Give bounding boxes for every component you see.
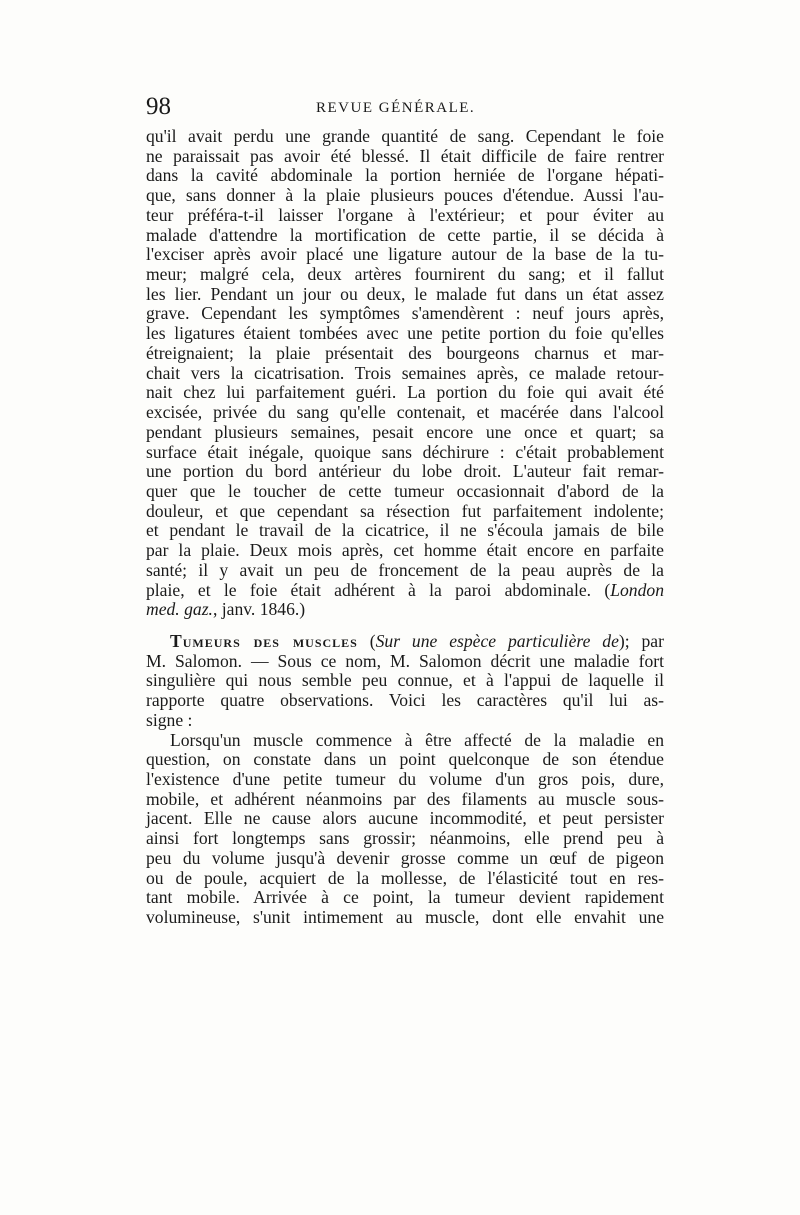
text-line: étreignaient; la plaie présentait des bourgeons charnus et mar- [146, 342, 664, 363]
text-line: question, on constate dans un point quelconque de son étendue [146, 749, 664, 770]
text-line: pendant plusieurs semaines, pesait encore une once et quart; sa [146, 421, 664, 442]
text-line: l'exciser après avoir placé une ligature autour de la base de la tu- [146, 244, 664, 265]
text-line: et pendant le travail de la cicatrice, il ne s'écoula jamais de bile [146, 520, 664, 541]
section-heading: Tumeurs des muscles [170, 630, 358, 651]
paragraph-liver-case [146, 127, 664, 620]
citation-journal-abbrev: med. gaz. [146, 599, 213, 620]
text-line: par la plaie. Deux mois après, cet homme était encore en parfaite [146, 540, 664, 561]
text-line: ou de poule, acquiert de la mollesse, de l'élasticité tout en res- [146, 867, 664, 888]
heading-close-paren: ); par [618, 630, 664, 651]
text-line: chait vers la cicatrisation. Trois semaines après, ce malade retour- [146, 362, 664, 383]
section-subtitle: Sur une espèce particulière de [375, 630, 619, 651]
text-line: volumineuse, s'unit intimement au muscle, dont elle envahit une [146, 907, 664, 928]
text-line: signe : [146, 709, 193, 730]
text-line: quer que le toucher de cette tumeur occasionnait d'abord de la [146, 480, 664, 501]
text-line: jacent. Elle ne cause alors aucune incommodité, et peut persister [146, 808, 664, 829]
text-line: ne paraissait pas avoir été blessé. Il était difficile de faire rentrer [146, 145, 664, 166]
text-line: que, sans donner à la plaie plusieurs pouces d'étendue. Aussi l'au- [146, 185, 664, 206]
text-line: ainsi fort longtemps sans grossir; néanmoins, elle prend peu à [146, 828, 664, 849]
text-line: plaie, et le foie était adhérent à la paroi abdominale. ( [146, 579, 611, 600]
text-line: surface était inégale, quoique sans déchirure : c'était probablement [146, 441, 664, 462]
text-line: rapporte quatre observations. Voici les caractères qu'il lui as- [146, 690, 664, 711]
page-header [146, 92, 666, 122]
page-body [146, 127, 664, 928]
text-line: malade d'attendre la mortification de cette partie, il se décida à [146, 224, 664, 245]
text-line: douleur, et que cependant sa résection fut parfaitement indolente; [146, 500, 664, 521]
citation-journal: London [610, 579, 664, 600]
section-heading-line [146, 632, 664, 652]
text-line: meur; malgré cela, deux artères fournirent du sang; et il fallut [146, 264, 664, 285]
text-line-with-citation [146, 581, 664, 601]
citation-date: , janv. 1846.) [212, 599, 306, 620]
text-line: les ligatures étaient tombées avec une petite portion du foie qu'elles [146, 323, 664, 344]
text-line: grave. Cependant les symptômes s'amendèrent : neuf jours après, [146, 303, 664, 324]
heading-open-paren: ( [357, 630, 376, 651]
text-line: les lier. Pendant un jour ou deux, le malade fut dans un état assez [146, 283, 664, 304]
text-line: Lorsqu'un muscle commence à être affecté de la maladie en [170, 729, 664, 750]
text-line: l'existence d'une petite tumeur du volume d'un gros pois, dure, [146, 769, 664, 789]
page-number: 98 [146, 93, 171, 120]
text-line: M. Salomon. — Sous ce nom, M. Salomon décrit une maladie fort [146, 650, 664, 671]
text-line: teur préféra-t-il laisser l'organe à l'extérieur; et pour éviter au [146, 204, 664, 225]
text-line: nait chez lui parfaitement guéri. La portion du foie qui avait été [146, 382, 664, 403]
paragraph-muscle-description [146, 731, 664, 928]
text-line: excisée, privée du sang qu'elle contenait, et macérée dans l'alcool [146, 402, 664, 423]
text-line: santé; il y avait un peu de froncement de la peau auprès de la [146, 559, 664, 580]
text-line: singulière qui nous semble peu connue, et à l'appui de laquelle il [146, 670, 664, 691]
text-line: mobile, et adhérent néanmoins par des filaments au muscle sous- [146, 788, 664, 809]
text-line: dans la cavité abdominale la portion herniée de l'organe hépati- [146, 165, 664, 186]
citation-line [146, 600, 664, 620]
running-head: REVUE GÉNÉRALE. [316, 100, 476, 116]
text-line: peu du volume jusqu'à devenir grosse comme un œuf de pigeon [146, 847, 664, 868]
text-line: tant mobile. Arrivée à ce point, la tumeur devient rapidement [146, 887, 664, 908]
text-line: qu'il avait perdu une grande quantité de sang. Cependant le foie [146, 126, 664, 146]
section-muscle-tumors [146, 632, 664, 731]
text-line: une portion du bord antérieur du lobe droit. L'auteur fait remar- [146, 461, 664, 482]
